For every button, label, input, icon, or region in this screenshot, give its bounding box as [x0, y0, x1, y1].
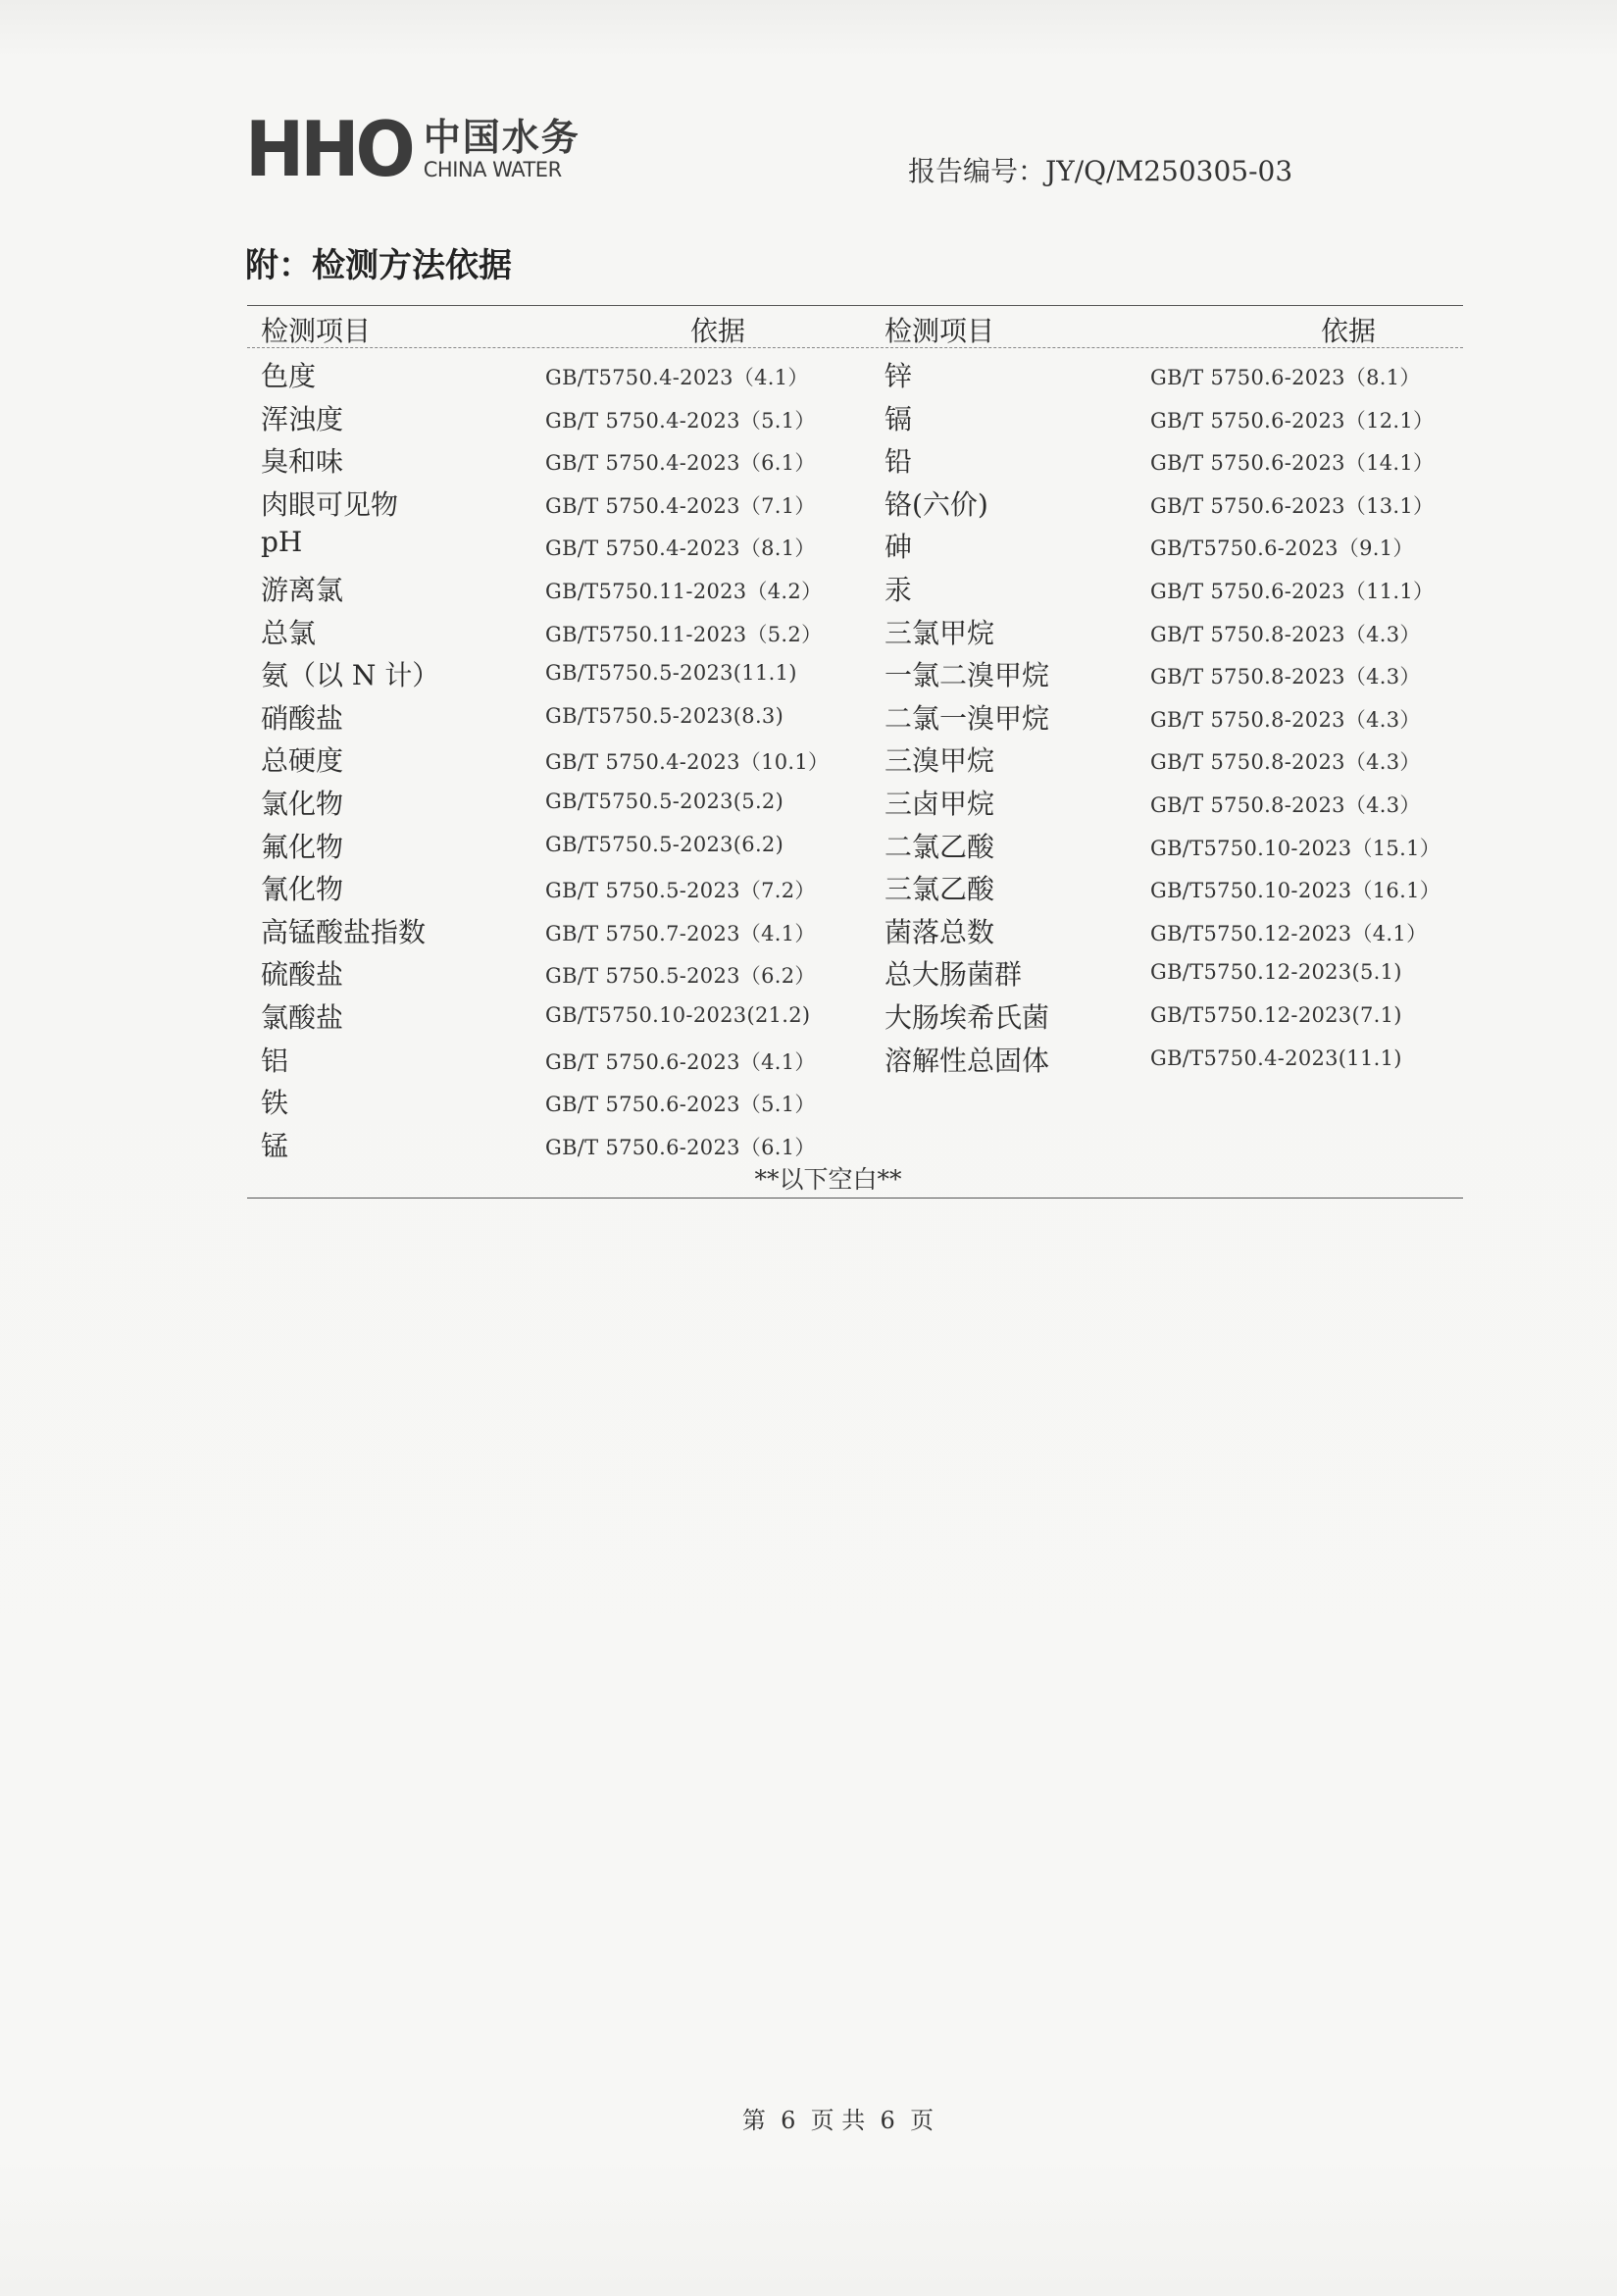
method-basis: GB/T 5750.4-2023（7.1）	[545, 493, 816, 518]
table-row	[0, 650, 1617, 692]
method-basis: GB/T5750.12-2023（4.1）	[1150, 921, 1428, 945]
header-basis-right: 依据	[1321, 315, 1377, 347]
header-item-left: 检测项目	[261, 315, 372, 347]
table-row	[0, 608, 1617, 650]
logo-english-name: CHINA WATER	[423, 157, 562, 181]
method-basis: GB/T 5750.6-2023（5.1）	[545, 1093, 816, 1117]
logo-mark: HHO	[245, 104, 412, 194]
table-row	[0, 1121, 1617, 1163]
method-basis: GB/T 5750.4-2023（5.1）	[545, 408, 816, 433]
page-number: 第 6 页 共 6 页	[741, 2107, 935, 2134]
test-item-name: 铅	[884, 445, 913, 479]
test-item-name: 锰	[261, 1129, 289, 1162]
header-item-right: 检测项目	[884, 315, 995, 347]
method-basis: GB/T5750.11-2023（5.2）	[545, 622, 823, 646]
method-basis: GB/T 5750.7-2023（4.1）	[545, 921, 816, 945]
method-basis: GB/T5750.5-2023(11.1)	[545, 661, 797, 686]
test-item-name: 三卤甲烷	[884, 788, 995, 820]
test-item-name: 游离氯	[261, 574, 344, 606]
test-item-name: 一氯二溴甲烷	[884, 659, 1050, 692]
test-item-name: 锌	[884, 360, 913, 392]
test-item-name: 铁	[261, 1087, 289, 1120]
test-item-name: 氯化物	[261, 788, 344, 820]
test-item-name: 菌落总数	[884, 915, 995, 948]
report-number: 报告编号：JY/Q/M250305-03	[908, 155, 1293, 187]
method-basis: GB/T5750.5-2023(8.3)	[545, 703, 784, 728]
logo-text	[423, 115, 581, 181]
table-row	[0, 822, 1617, 864]
table-top-rule	[247, 305, 1463, 306]
method-basis: GB/T 5750.6-2023（12.1）	[1150, 408, 1435, 433]
test-item-name: 氨（以 N 计）	[261, 659, 440, 692]
method-basis: GB/T 5750.6-2023（11.1）	[1150, 580, 1435, 603]
table-header-rule	[247, 347, 1463, 348]
method-basis: GB/T 5750.8-2023（4.3）	[1150, 665, 1421, 689]
table-row	[0, 864, 1617, 906]
method-basis: GB/T 5750.6-2023（8.1）	[1150, 366, 1421, 389]
table-row	[0, 993, 1617, 1035]
test-item-name: 铬(六价)	[884, 487, 988, 521]
method-basis: GB/T 5750.4-2023（8.1）	[545, 536, 816, 561]
table-row	[0, 1036, 1617, 1078]
test-item-name: 肉眼可见物	[261, 487, 399, 521]
test-item-name: 色度	[261, 360, 317, 392]
method-basis: GB/T 5750.6-2023（14.1）	[1150, 451, 1435, 476]
test-item-name: 浑浊度	[261, 402, 344, 435]
table-row	[0, 779, 1617, 821]
test-item-name: 氰化物	[261, 873, 344, 906]
test-item-name: 汞	[884, 574, 913, 606]
table-row	[0, 351, 1617, 393]
method-basis: GB/T 5750.6-2023（13.1）	[1150, 493, 1435, 518]
method-basis: GB/T 5750.6-2023（4.1）	[545, 1049, 816, 1074]
company-logo	[245, 104, 581, 194]
table-row	[0, 1078, 1617, 1120]
method-basis: GB/T5750.4-2023(11.1)	[1150, 1046, 1402, 1070]
table-row	[0, 522, 1617, 564]
test-item-name: 总氯	[261, 616, 317, 649]
method-basis: GB/T5750.11-2023（4.2）	[545, 580, 823, 603]
method-basis: GB/T5750.5-2023(6.2)	[545, 832, 784, 856]
method-basis: GB/T 5750.5-2023（7.2）	[545, 879, 816, 903]
test-item-name: 砷	[884, 531, 913, 564]
table-row	[0, 907, 1617, 949]
table-row	[0, 480, 1617, 522]
end-of-content-note: **以下空白**	[754, 1165, 902, 1194]
test-item-name: pH	[261, 526, 303, 559]
method-basis: GB/T5750.12-2023(7.1)	[1150, 1003, 1402, 1027]
table-row	[0, 736, 1617, 778]
test-item-name: 臭和味	[261, 445, 344, 479]
test-item-name: 三氯乙酸	[884, 873, 995, 906]
appendix-title: 附：检测方法依据	[245, 246, 512, 285]
method-basis: GB/T5750.6-2023（9.1）	[1150, 536, 1414, 561]
test-item-name: 三溴甲烷	[884, 744, 995, 778]
method-basis: GB/T5750.10-2023(21.2)	[545, 1003, 811, 1027]
method-basis: GB/T 5750.5-2023（6.2）	[545, 964, 816, 989]
table-bottom-rule	[247, 1198, 1463, 1199]
method-basis: GB/T5750.10-2023（15.1）	[1150, 836, 1441, 860]
test-item-name: 硫酸盐	[261, 958, 344, 992]
test-item-name: 铝	[261, 1044, 289, 1077]
header-basis-left: 依据	[690, 315, 746, 347]
method-basis: GB/T5750.12-2023(5.1)	[1150, 960, 1402, 985]
test-item-name: 二氯乙酸	[884, 830, 995, 863]
method-basis: GB/T 5750.8-2023（4.3）	[1150, 750, 1421, 775]
logo-chinese-name: 中国水务	[423, 115, 581, 159]
table-row	[0, 394, 1617, 436]
test-item-name: 硝酸盐	[261, 701, 344, 735]
method-basis: GB/T 5750.6-2023（6.1）	[545, 1135, 816, 1159]
method-basis: GB/T5750.4-2023（4.1）	[545, 366, 809, 389]
table-row	[0, 949, 1617, 992]
table-row	[0, 436, 1617, 479]
test-item-name: 总硬度	[261, 744, 344, 778]
method-basis: GB/T 5750.4-2023（6.1）	[545, 451, 816, 476]
method-basis: GB/T 5750.8-2023（4.3）	[1150, 622, 1421, 646]
test-item-name: 溶解性总固体	[884, 1044, 1050, 1077]
table-row	[0, 693, 1617, 736]
method-basis: GB/T5750.10-2023（16.1）	[1150, 879, 1441, 903]
test-item-name: 总大肠菌群	[884, 958, 1023, 992]
test-item-name: 三氯甲烷	[884, 616, 995, 649]
method-basis: GB/T 5750.8-2023（4.3）	[1150, 707, 1421, 732]
test-item-name: 大肠埃希氏菌	[884, 1001, 1050, 1034]
method-basis: GB/T5750.5-2023(5.2)	[545, 790, 784, 813]
method-basis: GB/T 5750.4-2023（10.1）	[545, 750, 830, 775]
test-item-name: 二氯一溴甲烷	[884, 701, 1050, 735]
method-basis: GB/T 5750.8-2023（4.3）	[1150, 793, 1421, 817]
test-item-name: 氯酸盐	[261, 1001, 344, 1034]
test-item-name: 高锰酸盐指数	[261, 915, 427, 948]
table-row	[0, 565, 1617, 607]
test-item-name: 镉	[884, 402, 913, 435]
test-item-name: 氟化物	[261, 830, 344, 863]
